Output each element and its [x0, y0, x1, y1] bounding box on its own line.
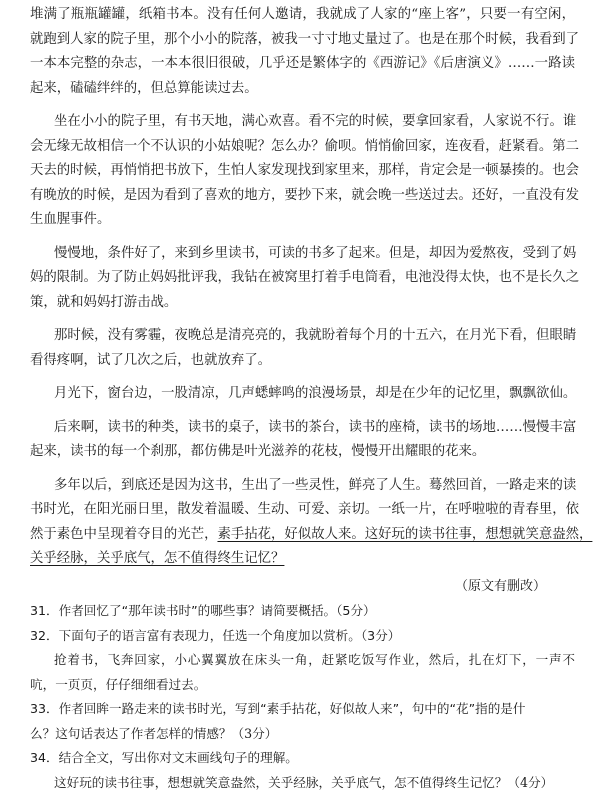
article-line: 慢慢地，条件好了，来到乡里读书，可读的书多了起来。但是，却因为爱熬夜，受到了妈: [54, 245, 577, 261]
article-line: 妈的限制。为了防止妈妈批评我，我钻在被窝里打着手电筒看，电池没得太快，也不是长久之: [30, 270, 580, 285]
article-line-underlined: [30, 550, 575, 568]
article-line: 策，就和妈妈打游击战。: [30, 294, 178, 310]
article-line: 一本本完整的杂志，一本本很旧很破，几乎还是繁体字的《西游记》《后唐演义》……一路读: [30, 56, 575, 71]
article-text-plain: 然于素色中呈现着夺目的光芒，: [30, 526, 218, 542]
article-line: 看得疼啊，试了几次之后，也就放弃了。: [30, 352, 272, 368]
article-line: 会无缘无故相信一个不认识的小姑娘呢？怎么办？偷呗。悄悄偷回家，连夜看，赶紧看。第二: [30, 138, 580, 154]
underlined-sentence: 素手拈花，好似故人来。这好玩的读书往事，想想就笑意盎然，: [217, 526, 593, 542]
article-line: 多年以后，到底还是因为这书，生出了一些灵性，鲜亮了人生。蓦然回首，一路走来的读: [54, 477, 577, 493]
question-34-quote: 这好玩的读书往事，想想就笑意盎然，关乎经脉，关乎底气，怎不值得终生记忆？（4分）: [54, 774, 554, 790]
question-34: 34．结合全文，写出你对文末画线句子的理解。: [30, 750, 298, 765]
underlined-sentence: 关乎经脉，关乎底气，怎不值得终生记忆？: [30, 551, 285, 566]
article-line: 后来啊，读书的种类，读书的桌子，读书的茶台，读书的座椅，读书的场地……慢慢丰富: [54, 419, 577, 435]
article-line: 生血腥事件。: [30, 212, 111, 227]
article-line: 起来，读书的每一个刹那，都仿佛是叶光滋养的花枝，慢慢开出耀眼的花来。: [30, 444, 486, 459]
article-line: 起来，磕磕绊绊的，但总算能读过去。: [30, 80, 258, 96]
article-line: 有晚放的时候，是因为看到了喜欢的地方，要抄下来，就会晚一些送过去。还好，一直没有发: [30, 187, 580, 203]
article-line: 月光下，窗台边，一股清凉，几声蟋蟀鸣的浪漫场景，却是在少年的记忆里，飘飘欲仙。: [54, 386, 577, 401]
article-line: 堆满了瓶瓶罐罐，纸箱书本。没有任何人邀请，我就成了人家的“座上客”，只要一有空闲，: [30, 7, 575, 22]
question-32-quote-cont: 吭，一页页，仔仔细细看过去。: [30, 676, 207, 692]
article-line: 坐在小小的院子里，有书天地，满心欢喜。看不完的时候，要拿回家看，人家说不行。谁: [54, 114, 577, 129]
article-line: 书时光，在阳光丽日里，散发着温暖、生动、可爱、亲切。一纸一片，在呼啦啦的青春里，依: [30, 502, 580, 517]
question-32: 32．下面句子的语言富有表现力，任选一个角度加以赏析。（3分）: [30, 627, 401, 643]
question-31: 31．作者回忆了“那年读书时”的哪些事？请简要概括。（5分）: [30, 603, 376, 618]
question-33: 33．作者回眸一路走来的读书时光，写到“素手拈花，好似故人来”，句中的“花”指的是什: [30, 701, 526, 716]
source-note: （原文有删改）: [455, 578, 547, 594]
article-line: 天去的时候，再悄悄把书放下，生怕人家发现找到家里来，那样，肯定会是一顿暴揍的。也会: [30, 163, 580, 178]
article-line-mixed: [30, 526, 593, 544]
question-32-quote: 抢着书，飞奔回家，小心翼翼放在床头一角，赶紧吃饭写作业，然后，扎在灯下，一声不: [54, 652, 575, 667]
article-line: 那时候，没有雾霾，夜晚总是清亮亮的，我就盼着每个月的十五六，在月光下看，但眼睛: [54, 328, 577, 343]
question-33-cont: 么？这句话表达了作者怎样的情感？（3分）: [30, 725, 278, 741]
article-line: 就跑到人家的院子里，那个小小的院落，被我一寸寸地丈量过了。也是在那个时候，我看到了: [30, 31, 580, 47]
